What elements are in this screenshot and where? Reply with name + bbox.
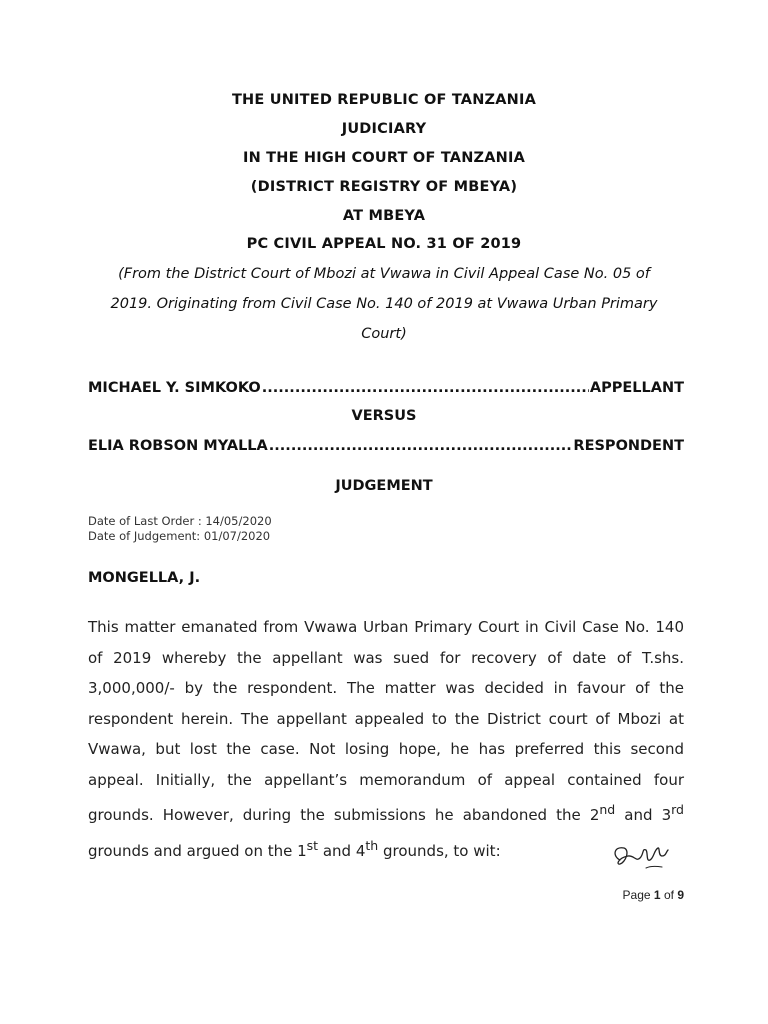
case-origin xyxy=(84,259,684,349)
text-segment: and 3 xyxy=(615,806,672,824)
judgement-paragraph xyxy=(88,612,684,866)
page-total: 9 xyxy=(677,888,684,902)
last-order-date: Date of Last Order : 14/05/2020 xyxy=(88,514,272,528)
superscript: rd xyxy=(671,802,684,817)
header-registry: (DISTRICT REGISTRY OF MBEYA) xyxy=(250,179,518,195)
text-segment: grounds, to wit: xyxy=(378,841,501,860)
header-location: AT MBEYA xyxy=(342,208,426,224)
respondent-role: RESPONDENT xyxy=(573,438,684,454)
appellant-line xyxy=(88,380,684,396)
dot-leader xyxy=(262,380,589,396)
appellant-name: MICHAEL Y. SIMKOKO xyxy=(88,380,261,396)
superscript: th xyxy=(365,837,379,853)
appellant-role: APPELLANT xyxy=(589,380,684,396)
paragraph-text xyxy=(88,612,684,866)
superscript: nd xyxy=(599,802,616,817)
judgement-date: Date of Judgement: 01/07/2020 xyxy=(88,529,271,543)
text-segment: This matter emanated from Vwawa Urban Primary Court in Civil Case No. 140 of 2019 whereby the appellant was sued for recovery of date of T.shs. 3,000,000/- by the respondent. The matter was decided in favour of the respondent herein. The appellant appealed to the District court of Mbozi at Vwawa, but lost the case. Not losing hope, he has preferred this second appeal. Initially, the appellant’s memorandum of appeal contained four grounds. However, during the submissions he abandoned the 2 xyxy=(88,618,684,824)
text-segment: grounds and argued on the 1 xyxy=(88,841,307,860)
respondent-line xyxy=(88,438,684,454)
judgement-title: JUDGEMENT xyxy=(335,478,433,494)
page-number: 1 xyxy=(653,888,661,902)
case-number: PC CIVIL APPEAL NO. 31 OF 2019 xyxy=(246,236,522,252)
header-republic: THE UNITED REPUBLIC OF TANZANIA xyxy=(231,92,537,108)
case-origin-line: (From the District Court of Mbozi at Vwawa in Civil Appeal Case No. 05 of xyxy=(118,266,650,282)
page-footer xyxy=(623,888,684,902)
text-segment: and 4 xyxy=(318,841,366,860)
page-of-label: of xyxy=(663,888,674,902)
versus-label: VERSUS xyxy=(351,408,417,424)
header-judiciary: JUDICIARY xyxy=(341,121,427,137)
header-court: IN THE HIGH COURT OF TANZANIA xyxy=(242,150,526,166)
signature-mark xyxy=(606,838,676,874)
case-origin-line: 2019. Originating from Civil Case No. 140 of 2019 at Vwawa Urban Primary xyxy=(110,296,658,312)
judge-name: MONGELLA, J. xyxy=(88,570,201,586)
dates-block xyxy=(88,514,272,544)
page-label: Page xyxy=(622,888,651,902)
case-origin-line: Court) xyxy=(361,326,407,342)
respondent-name: ELIA ROBSON MYALLA xyxy=(88,438,268,454)
superscript: st xyxy=(306,837,319,853)
dot-leader xyxy=(269,438,573,454)
